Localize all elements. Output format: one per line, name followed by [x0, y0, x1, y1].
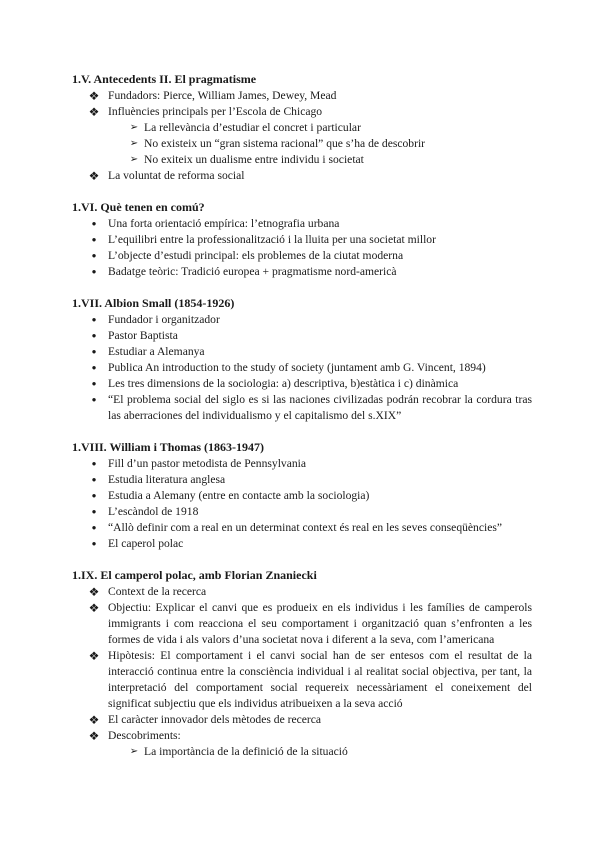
list-item: ● Una forta orientació empírica: l’etnografia urbana [72, 216, 532, 232]
dot-bullet-icon: ● [91, 459, 97, 468]
dot-bullet-icon: ● [91, 267, 97, 276]
dot-bullet-icon: ● [91, 475, 97, 484]
dot-bullet-icon: ● [91, 395, 97, 404]
dot-bullet-icon: ● [91, 523, 97, 532]
list-item: ● Estudia literatura anglesa [72, 472, 532, 488]
list-item: ❖ Hipòtesis: El comportament i el canvi social han de ser entesos com el resultat de la interacció continua entre la consciència individual i al realitat social objectiva, per tant, la interpretació del comportament social requereix necessàriament el coneixement del significat subjectiu que els individus atribueixen a la seva acció [88, 649, 532, 710]
diamond-bullet-icon: ❖ [88, 729, 100, 743]
dot-bullet-icon: ● [91, 507, 97, 516]
dot-bullet-icon: ● [91, 235, 97, 244]
list-item: ● Les tres dimensions de la sociologia: a) descriptiva, b)estàtica i c) dinàmica [72, 376, 532, 392]
list-item: ❖ Context de la recerca [88, 585, 207, 599]
diamond-bullet-icon: ❖ [88, 649, 100, 663]
diamond-bullet-icon: ❖ [88, 105, 100, 119]
list-item: ● Fundador i organitzador [72, 312, 532, 328]
diamond-bullet-icon: ❖ [88, 585, 100, 599]
arrow-bullet-icon: ➢ [129, 122, 139, 133]
section-albion-small [72, 295, 532, 424]
list-item: ● L’escàndol de 1918 [72, 504, 532, 520]
diamond-bullet-icon: ❖ [88, 169, 100, 183]
list-item: ● Pastor Baptista [72, 328, 532, 344]
dot-bullet-icon: ● [91, 363, 97, 372]
arrow-bullet-icon: ➢ [129, 154, 139, 165]
sub-list-item: ➢ La importància de la definició de la situació [72, 744, 532, 760]
list-item: ❖ Influències principals per l’Escola de Chicago [88, 105, 323, 119]
list-item: ● L’equilibri entre la professionalització i la lluita per una societat millor [72, 232, 532, 248]
section-camperol-polac [72, 567, 532, 760]
diamond-bullet-icon: ❖ [88, 713, 100, 727]
dot-bullet-icon: ● [91, 219, 97, 228]
list-item: ❖ Objectiu: Explicar el canvi que es produeix en els individus i les famílies de camperols immigrants i com reacciona el seu comportament i organització quan s’enfronten a les formes de vida i als valors d’una societat nova i diferent a la seva, com l’americana [88, 601, 532, 646]
sub-list-item: ➢ La rellevància d’estudiar el concret i particular [72, 120, 532, 136]
list-item: ● L’objecte d’estudi principal: els problemes de la ciutat moderna [72, 248, 532, 264]
dot-bullet-icon: ● [91, 251, 97, 260]
list-item: ❖ La voluntat de reforma social [88, 169, 245, 183]
arrow-bullet-icon: ➢ [129, 746, 139, 757]
list-item: ● “El problema social del siglo es si las naciones civilizadas podrán recobrar la cordura tras las aberraciones del individualismo y el capitalismo del s.XIX” [72, 392, 532, 424]
sub-list-item: ➢ No existeix un “gran sistema racional” que s’ha de descobrir [72, 136, 532, 152]
dot-bullet-icon: ● [91, 331, 97, 340]
section-william-thomas [72, 439, 532, 552]
section-heading: 1.VIII. William i Thomas (1863-1947) [72, 440, 265, 454]
diamond-bullet-icon: ❖ [88, 89, 100, 103]
list-item: ❖ Descobriments: [88, 729, 181, 743]
list-item: ● Fill d’un pastor metodista de Pennsylvania [72, 456, 532, 472]
arrow-bullet-icon: ➢ [129, 138, 139, 149]
section-heading: 1.IX. El camperol polac, amb Florian Znaniecki [72, 568, 317, 582]
list-item: ● Estudiar a Alemanya [72, 344, 532, 360]
section-que-tenen-en-comu [72, 199, 532, 280]
diamond-bullet-icon: ❖ [88, 601, 100, 615]
list-item: ● Badatge teòric: Tradició europea + pragmatisme nord-americà [72, 264, 532, 280]
section-heading: 1.VII. Albion Small (1854-1926) [72, 296, 235, 310]
list-item: ● Publica An introduction to the study of society (juntament amb G. Vincent, 1894) [72, 360, 532, 376]
dot-bullet-icon: ● [91, 539, 97, 548]
section-heading: 1.V. Antecedents II. El pragmatisme [72, 72, 257, 86]
section-pragmatisme [72, 71, 532, 184]
dot-bullet-icon: ● [91, 379, 97, 388]
list-item: ❖ El caràcter innovador dels mètodes de recerca [88, 713, 322, 727]
section-heading: 1.VI. Què tenen en comú? [72, 200, 205, 214]
list-item: ● Estudia a Alemany (entre en contacte amb la sociologia) [72, 488, 532, 504]
list-item: ● El caperol polac [72, 536, 532, 552]
list-item: ● “Allò definir com a real en un determinat context és real en les seves conseqüències” [72, 520, 532, 536]
list-item: ❖ Fundadors: Pierce, William James, Dewey, Mead [88, 89, 337, 103]
dot-bullet-icon: ● [91, 491, 97, 500]
sub-list-item: ➢ No exiteix un dualisme entre individu i societat [72, 152, 532, 168]
dot-bullet-icon: ● [91, 347, 97, 356]
dot-bullet-icon: ● [91, 315, 97, 324]
